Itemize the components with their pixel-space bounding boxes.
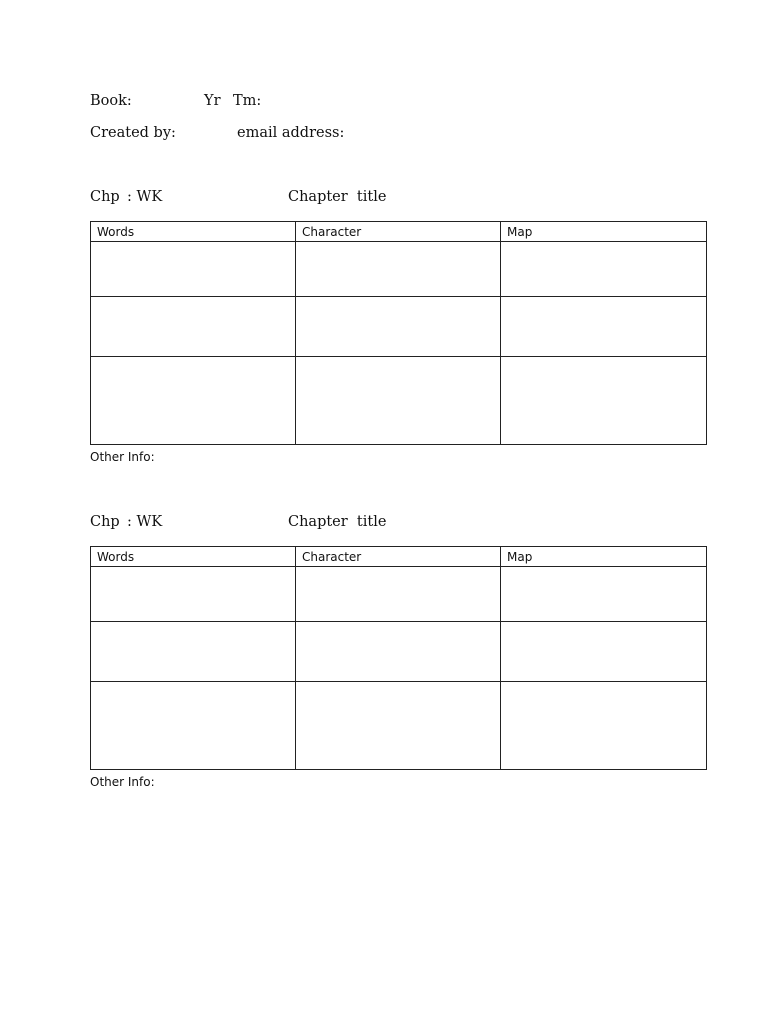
character-cell[interactable] <box>296 242 501 297</box>
table-header-row <box>91 547 707 567</box>
chapter-title-label: Chapter title <box>288 514 387 530</box>
character-cell[interactable] <box>296 567 501 622</box>
words-cell[interactable] <box>91 622 296 682</box>
character-column-header: Character <box>296 222 501 242</box>
words-cell[interactable] <box>91 567 296 622</box>
year-label: Yr <box>204 93 221 109</box>
words-cell[interactable] <box>91 242 296 297</box>
table-header-row <box>91 222 707 242</box>
term-label: Tm: <box>233 93 262 109</box>
character-cell[interactable] <box>296 682 501 770</box>
character-cell[interactable] <box>296 357 501 445</box>
map-cell[interactable] <box>501 297 707 357</box>
map-cell[interactable] <box>501 567 707 622</box>
words-cell[interactable] <box>91 357 296 445</box>
words-cell[interactable] <box>91 297 296 357</box>
words-column-header: Words <box>91 222 296 242</box>
words-column-header: Words <box>91 547 296 567</box>
table-row <box>91 622 707 682</box>
other-info-label: Other Info: <box>90 775 155 789</box>
map-column-header: Map <box>501 547 707 567</box>
chapter-notes-table <box>90 221 707 445</box>
email-address-label: email address: <box>237 125 345 141</box>
book-label: Book: <box>90 93 132 109</box>
map-cell[interactable] <box>501 357 707 445</box>
map-cell[interactable] <box>501 242 707 297</box>
map-column-header: Map <box>501 222 707 242</box>
character-cell[interactable] <box>296 297 501 357</box>
chapter-number-label: Chp <box>90 514 120 530</box>
week-label: : WK <box>127 514 163 530</box>
created-by-label: Created by: <box>90 125 176 141</box>
map-cell[interactable] <box>501 622 707 682</box>
other-info-label: Other Info: <box>90 450 155 464</box>
map-cell[interactable] <box>501 682 707 770</box>
chapter-number-label: Chp <box>90 189 120 205</box>
chapter-title-label: Chapter title <box>288 189 387 205</box>
character-cell[interactable] <box>296 622 501 682</box>
words-cell[interactable] <box>91 682 296 770</box>
table-row <box>91 297 707 357</box>
table-row <box>91 567 707 622</box>
table-row <box>91 682 707 770</box>
character-column-header: Character <box>296 547 501 567</box>
week-label: : WK <box>127 189 163 205</box>
chapter-notes-table <box>90 546 707 770</box>
table-row <box>91 357 707 445</box>
table-row <box>91 242 707 297</box>
